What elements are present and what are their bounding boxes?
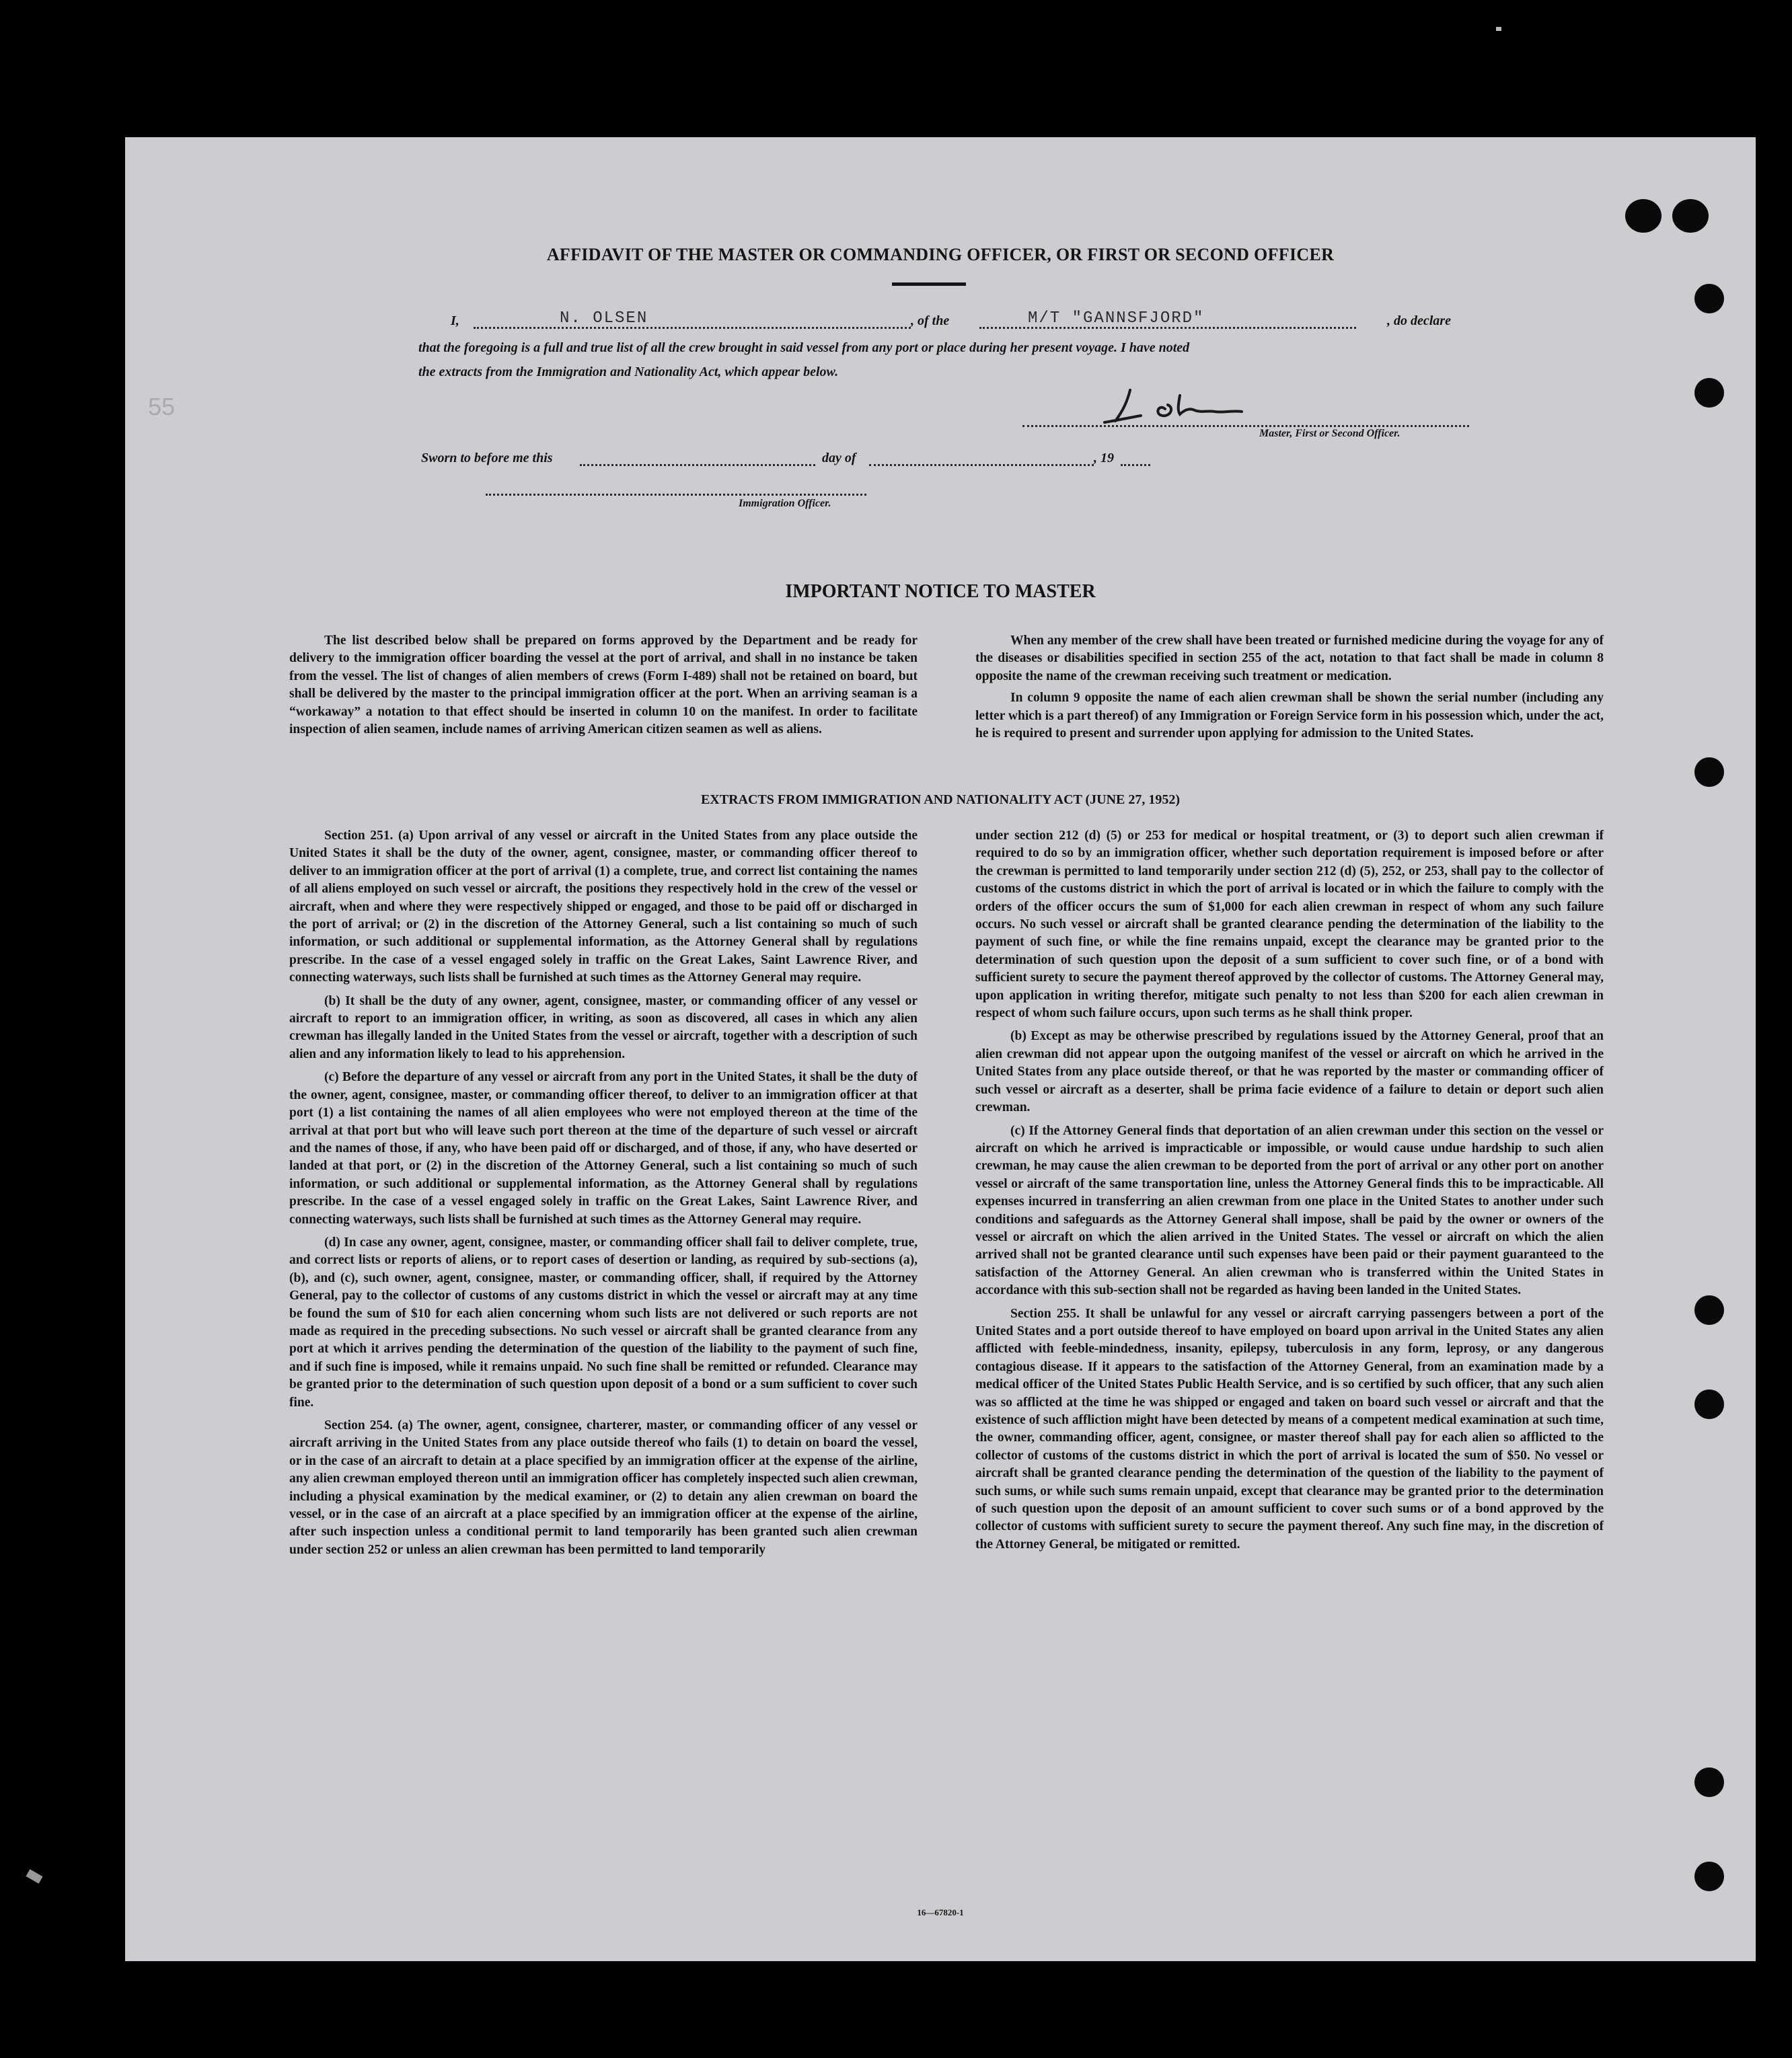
extracts-right-column (975, 827, 1604, 1559)
year-line (1121, 464, 1150, 466)
affidavit-title: AFFIDAVIT OF THE MASTER OR COMMANDING OFFICER, OR FIRST OR SECOND OFFICER (546, 245, 1335, 264)
binder-hole (1694, 378, 1724, 408)
binder-hole (1694, 1767, 1724, 1797)
notice-title: IMPORTANT NOTICE TO MASTER (785, 581, 1096, 602)
section-251c: (c) Before the departure of any vessel or aircraft from any port in the United States, it shall be the duty of the owner, agent, consignee, master, or commanding officer thereof, to deliver to an immigration officer at that port (1) a list containing the names of all alien employees who were not employed thereon at the time of the arrival at that port but who will leave such port thereon at the time of the departure of such vessel or aircraft and the names of those, if any, who have been paid off or discharged, and of those, if any, who have deserted or landed at that port, or (2) in the discretion of the Attorney General, such a list containing so much of such information, or such additional or supplemental information, as the Attorney General shall by regulations prescribe. In the case of a vessel engaged solely in traffic on the Great Lakes, Saint Lawrence River, and connecting waterways, such lists shall be furnished at such times as the Attorney General may require. (289, 1070, 918, 1227)
notice-left-paragraph: The list described below shall be prepared on forms approved by the Department and be ready for delivery to the immigration officer boarding the vessel at the port of arrival, and shall in no instance be taken from the vessel. The list of changes of alien members of crews (Form I-489) shall not be retained on board, but shall be delivered by the master to the principal immigration officer at the port. When an arriving seaman is a “workaway” a notation to that effect should be inserted in column 10 on the manifest. In order to facilitate inspection of alien seamen, include names of arriving American citizen seamen as well as aliens. (289, 634, 918, 737)
section-251a: Section 251. (a) Upon arrival of any vessel or aircraft in the United States from any place outside the United States it shall be the duty of the owner, agent, consignee, master, or commanding officer thereof to deliver to an immigration officer at the port of arrival (1) a complete, true, and correct list containing the names of all aliens employed on such vessel or aircraft, the positions they respectively hold in the crew of the vessel or aircraft, when and where they were respectively shipped or engaged, and those to be paid off or discharged in the port of arrival; or (2) in the discretion of the Attorney General, such a list containing so much of such information, or such additional or supplemental information, as the Attorney General shall by regulations prescribe. In the case of a vessel engaged solely in traffic on the Great Lakes, Saint Lawrence River, and connecting waterways, such lists shall be furnished at such times as the Attorney General may require. (289, 829, 918, 985)
sworn-date-line (580, 464, 815, 466)
section-254b: (b) Except as may be otherwise prescribed by regulations issued by the Attorney General, proof that an alien crewman did not appear upon the outgoing manifest of the vessel or aircraft on which he arrived in the United States from any place outside thereof, or that he was reported by the master or commanding officer of such vessel or aircraft as a deserter, shall be prima facie evidence of a failure to detain or deport such alien crewman. (975, 1029, 1604, 1115)
section-255: Section 255. It shall be unlawful for any vessel or aircraft carrying passengers between a port of the United States and a port outside thereof to have employed on board upon arrival in the United States any alien afflicted with feeble-mindedness, insanity, epilepsy, tuberculosis in any form, leprosy, or any dangerous contagious disease. If it appears to the satisfaction of the Attorney General, from an examination made by a medical officer of the United States Public Health Service, and is so certified by such officer, that any such alien was so afflicted at the time he was shipped or engaged and taken on board such vessel or aircraft and that the existence of such affliction might have been detected by means of a competent medical examination at such time, the owner, commanding officer, agent, consignee, or master thereof shall pay for each alien so afflicted to the collector of customs of the customs district in which the port of arrival is located the sum of $50. No vessel or aircraft shall be granted clearance pending the determination of the question of the liability to the payment of such sums, or while such sums remain unpaid, except that clearance may be granted prior to the determination of such question upon the deposit of an amount sufficient to cover such sums or of a bond approved by the collector of customs with sufficient surety to secure the payment thereof. Any such fine may, in the discretion of the Attorney General, be mitigated or remitted. (975, 1306, 1604, 1552)
section-251d: (d) In case any owner, agent, consignee, master, or commanding officer shall fail to deliver complete, true, and correct lists or reports of aliens, or to report cases of desertion or landing, as required by sub-sections (a), (b), and (c), such owner, agent, consignee, master, or commanding officer, shall, if required by the Attorney General, pay to the collector of customs of any customs district in which the vessel or aircraft may at any time be found the sum of $10 for each alien concerning whom such lists are not delivered or such reports are not made as required in the preceding subsections. No such vessel or aircraft shall be granted clearance from any port at which it arrives pending the determination of the question of the liability to the payment of such fine, and if such fine is imposed, while it remains unpaid. No such fine shall be remitted or refunded. Clearance may be granted prior to the determination of such question upon deposit of a bond or a sum sufficient to cover such fine. (289, 1235, 918, 1410)
margin-page-number: 55 (148, 393, 176, 420)
scan-speck (1496, 27, 1501, 31)
binder-hole (1694, 1389, 1724, 1419)
section-254a: Section 254. (a) The owner, agent, consignee, charterer, master, or commanding officer of any vessel or aircraft arriving in the United States from any place outside thereof who fails (1) to detain on board the vessel, or in the case of an aircraft to detain at a place specified by an immigration officer at the expense of the airline, any alien crewman employed thereon until an immigration officer has completely inspected such alien crewman, including a physical examination by the medical examiner, or (2) to detain any alien crewman on board the vessel, or in the case of an aircraft at a place specified by an immigration officer at the expense of the airline, after such inspection unless a conditional permit to land temporarily has been granted such alien crewman under section 252 or unless an alien crewman has been permitted to land temporarily (289, 1418, 918, 1557)
signature-caption: Master, First or Second Officer. (1259, 428, 1401, 439)
do-declare-label: , do declare (1387, 313, 1451, 328)
section-254c: (c) If the Attorney General finds that deportation of an alien crewman under this section on the vessel or aircraft on which he arrived is impracticable or impossible, or would cause undue hardship to such alien crewman, he may cause the alien crewman to be deported from the port of arrival or any other port on another vessel or aircraft of the same transportation line, unless the Attorney General finds this to be impracticable. All expenses incurred in transferring an alien crewman from one place in the United States to another under such conditions and safeguards as the Attorney General shall impose, shall be paid by the owner or owners of the vessel or aircraft on which the alien arrived in the United States. The vessel or aircraft on which the alien arrived shall not be granted clearance until such expenses have been paid or their payment guaranteed to the satisfaction of the Attorney General. An alien crewman who is transferred within the United States in accordance with this sub-section shall not be regarded as having been landed in the United States. (975, 1123, 1604, 1298)
binder-hole (1694, 284, 1724, 313)
document-page (125, 137, 1756, 1961)
master-signature (1100, 383, 1275, 430)
affidavit-statement-line2: the extracts from the Immigration and Nationality Act, which appear below. (418, 365, 839, 379)
binder-hole (1694, 757, 1724, 787)
sworn-label: Sworn to before me this (421, 451, 553, 465)
officer-caption: Immigration Officer. (739, 498, 831, 509)
binder-hole (1672, 199, 1709, 233)
extracts-title: EXTRACTS FROM IMMIGRATION AND NATIONALITY ACT (JUNE 27, 1952) (700, 792, 1181, 807)
title-underline (892, 282, 966, 286)
scan-speck (26, 1869, 42, 1883)
section-251b: (b) It shall be the duty of any owner, agent, consignee, master, or commanding officer of any vessel or aircraft to report to an immigration officer, in writing, as soon as discovered, all cases in which any alien crewman has illegally landed in the United States from the vessel or aircraft, together with a description of such alien and any information likely to lead to his apprehension. (289, 993, 918, 1061)
extracts-left-column (289, 827, 918, 1564)
officer-signature-line (486, 494, 866, 496)
binder-hole (1625, 199, 1662, 233)
section-254a-continued: under section 212 (d) (5) or 253 for medical or hospital treatment, or (3) to deport such alien crewman if required to do so by an immigration officer, whether such deportation requirement is imposed before or after the crewman is permitted to land temporarily under section 212 (d) (5), 252, or 253, shall pay to the collector of customs of the customs district in which the port of arrival is located or in which the failure to comply with the orders of the officer occurs the sum of $1,000 for each alien crewman in respect of whom any such failure occurs. No such vessel or aircraft shall be granted clearance pending the determination of the liability to the payment of such fine, or while the fine remains unpaid, except the clearance may be granted prior to the determination of such question upon the deposit of a sum sufficient to cover such fine, or of a bond with sufficient surety to secure the payment thereof approved by the collector of customs. The Attorney General may, upon application in writing therefor, mitigate such penalty to not less than $200 for each alien crewman in respect of whom such failure occurs, upon such terms as he shall think proper. (975, 829, 1604, 1021)
notice-left-column (289, 632, 918, 742)
form-number: 16—67820-1 (917, 1907, 964, 1917)
binder-hole (1694, 1862, 1724, 1891)
vessel-name-value: M/T "GANNSFJORD" (1028, 309, 1205, 328)
month-line (869, 464, 1094, 466)
affidavit-statement-line1: that the foregoing is a full and true list of all the crew brought in said vessel from any port or place during her present voyage. I have noted (418, 340, 1190, 355)
notice-right-paragraph-2: In column 9 opposite the name of each alien crewman shall be shown the serial number (including any letter which is a part thereof) of any Immigration or Foreign Service form in his possession which, under the act, he is required to present and surrender upon applying for admission to the United States. (975, 691, 1604, 741)
notice-right-column (975, 632, 1604, 747)
binder-hole (1694, 1295, 1724, 1325)
notice-right-paragraph-1: When any member of the crew shall have been treated or furnished medicine during the voyage for any of the diseases or disabilities specified in section 255 of the act, notation to that fact shall be made in column 8 opposite the name of the crewman receiving such treatment or medication. (975, 634, 1604, 683)
signature-line (1022, 425, 1469, 427)
i-label: I, (451, 313, 459, 328)
day-of-label: day of (822, 451, 856, 465)
of-the-label: , of the (911, 313, 950, 328)
master-name-value: N. OLSEN (560, 309, 648, 328)
year-label: , 19 (1094, 451, 1114, 465)
name-field-line (474, 327, 911, 329)
